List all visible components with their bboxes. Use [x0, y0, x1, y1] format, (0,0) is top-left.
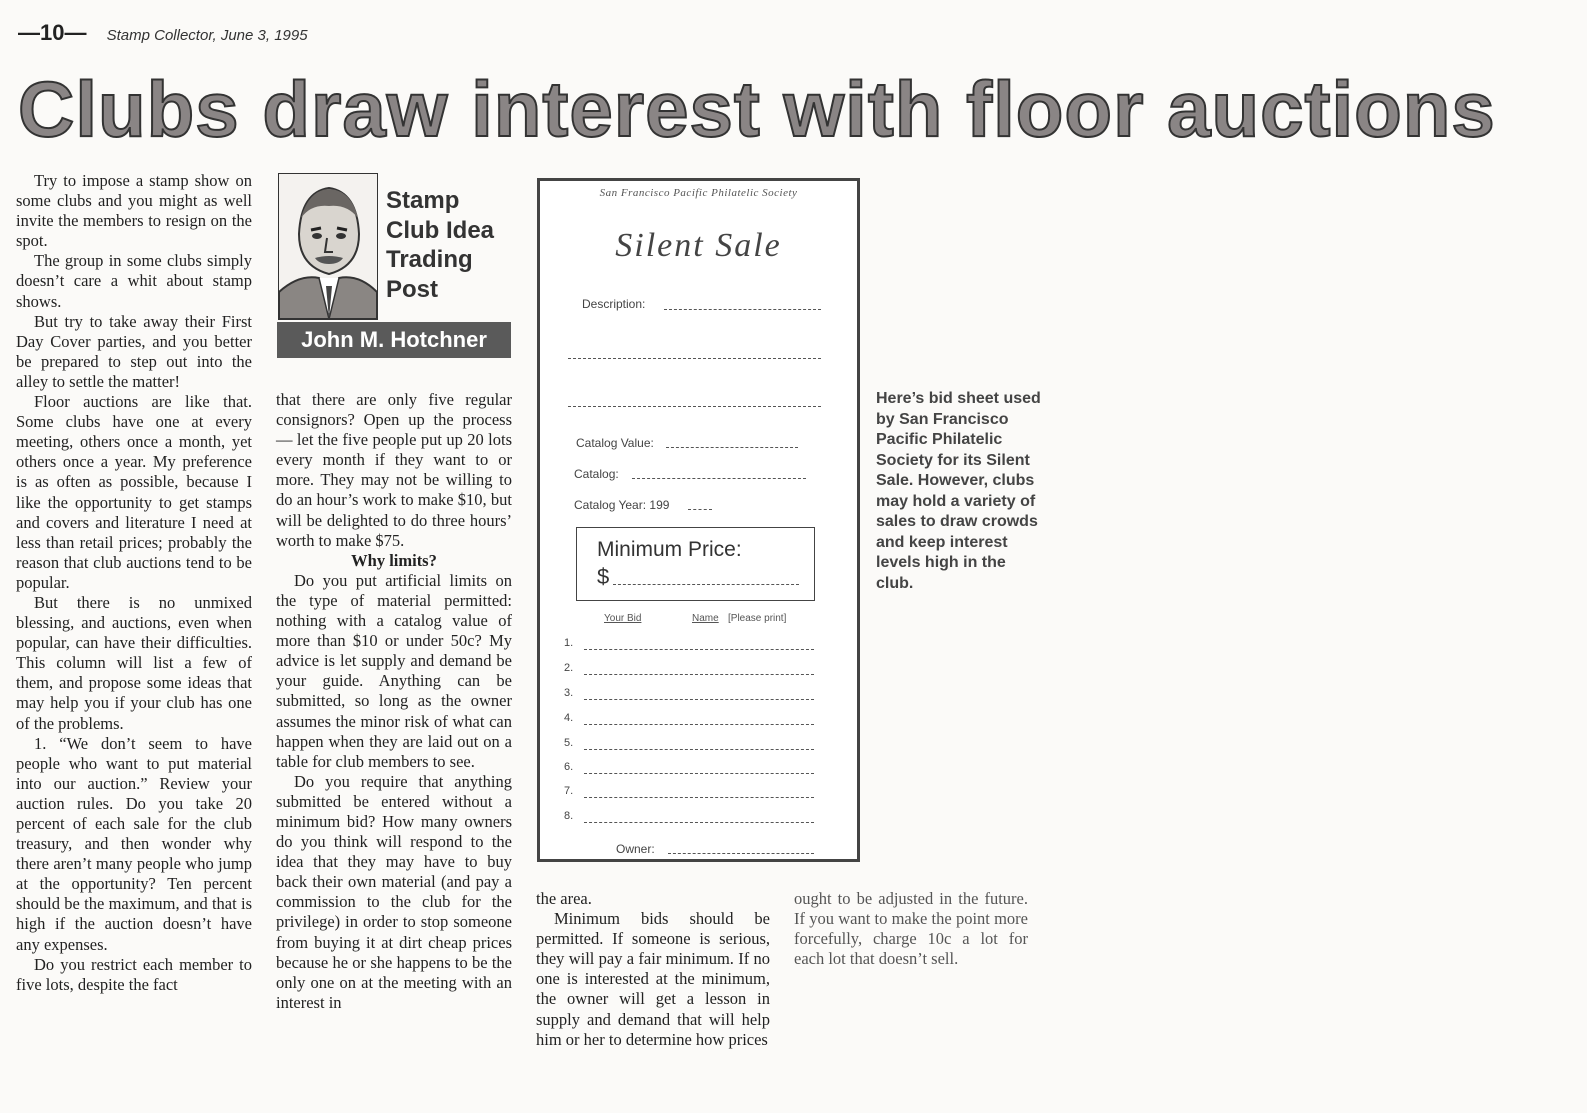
bid-row-line	[584, 749, 814, 750]
headline: Clubs draw interest with floor auctions	[18, 65, 1496, 153]
subhead: Why limits?	[351, 550, 437, 570]
catalog-value-line	[666, 447, 798, 448]
catalog-year-line	[688, 509, 712, 510]
description-line	[568, 358, 821, 359]
paragraph: But there is no unmixed blessing, and auctions, even when popular, can have their difficulties. This column will list a few of them, and propose some ideas that may help you if your club has one of the problems.	[16, 592, 252, 733]
publication-dateline: Stamp Collector, June 3, 1995	[106, 27, 308, 44]
minimum-price-line	[613, 584, 799, 585]
your-bid-header: Your Bid	[604, 613, 642, 624]
catalog-value-label: Catalog Value:	[576, 436, 654, 450]
paragraph: 1. “We don’t seem to have people who want to put material into our auction.” Review your auction rules. Do you take 20 percent of each sale for the club treasury, and then wonder why there aren’t many people who jump at the opportunity? Ten percent should be the maximum, and that is high if the auction doesn’t have any expenses.	[16, 733, 252, 954]
bid-row-line	[584, 724, 814, 725]
article-column-3	[536, 889, 770, 1050]
please-print-note: [Please print]	[728, 613, 787, 624]
paragraph: Do you restrict each member to five lots, despite the fact	[16, 954, 252, 994]
bid-row-number: 7.	[564, 785, 574, 797]
bid-row-line	[584, 822, 814, 823]
column-title-line: Stamp	[386, 187, 460, 214]
catalog-year-label: Catalog Year: 199	[574, 498, 670, 512]
article-column-2	[276, 390, 512, 1013]
bid-sheet-title: Silent Sale	[615, 227, 782, 264]
paragraph: ought to be adjusted in the future. If you want to make the point more forcefully, charge 10c a lot for each lot that doesn’t sell.	[794, 889, 1028, 969]
author-portrait	[278, 173, 378, 320]
bid-row-line	[584, 773, 814, 774]
column-title-line: Post	[386, 275, 439, 303]
bid-row-line	[584, 699, 814, 700]
owner-line	[668, 853, 814, 854]
paragraph: that there are only five regular consignors? Open up the process — let the five people put up 20 lots every month if they want to or more. They may not be willing to do an hour’s work to make $10, but will be delighted to do three hours’ worth to make $75.	[276, 390, 512, 550]
minimum-price-label: Minimum Price:	[597, 538, 742, 561]
column-title-line: Club Idea	[386, 216, 495, 244]
silent-sale-bid-sheet	[537, 178, 860, 862]
description-label: Description:	[582, 297, 646, 311]
page-number: —10—	[18, 20, 87, 45]
bid-row-line	[584, 674, 814, 675]
article-column-4	[794, 889, 1028, 969]
paragraph: Minimum bids should be permitted. If someone is serious, they will pay a fair minimum. If no one is interested at the minimum, the owner will get a lesson in supply and demand that will help him or her to determine how prices	[536, 909, 770, 1049]
author-byline: John M. Hotchner	[277, 322, 511, 358]
owner-label: Owner:	[616, 842, 655, 856]
portrait-image	[279, 174, 377, 319]
paragraph: Do you put artificial limits on the type of material permitted: nothing with a catalog value of more than $10 or under 50c? My advice is let supply and demand be your guide. Anything can be submitted, so long as the owner assumes the minor risk of what can happen when they are laid out on a table for club members to see.	[276, 570, 512, 771]
paragraph: Floor auctions are like that. Some clubs have one at every meeting, others once a month, yet others once a year. My preference is as often as possible, because I like the opportunity to get stamps and covers and literature I need at less than retail prices; probably the reason that club auctions tend to be popular.	[16, 392, 252, 592]
page-folio	[18, 20, 308, 46]
bid-row-number: 4.	[564, 712, 574, 724]
column-title	[386, 186, 494, 304]
society-name: San Francisco Pacific Philatelic Society	[599, 187, 798, 199]
bid-row-line	[584, 797, 814, 798]
paragraph: Try to impose a stamp show on some clubs and you might as well invite the members to resign on the spot.	[16, 171, 252, 251]
paragraph: But try to take away their First Day Cover parties, and you better be prepared to step out into the alley to settle the matter!	[16, 311, 252, 391]
bid-row-number: 5.	[564, 737, 574, 749]
bid-row-number: 2.	[564, 662, 574, 674]
bid-row-number: 6.	[564, 761, 574, 773]
paragraph: the area.	[536, 889, 592, 908]
name-header: Name	[692, 613, 719, 624]
bid-row-line	[584, 649, 814, 650]
catalog-line	[632, 478, 806, 479]
description-line	[568, 406, 821, 407]
catalog-label: Catalog:	[574, 467, 619, 481]
paragraph: Do you require that anything submitted be entered without a minimum bid? How many owners do you think will respond to the idea that they may have to buy back their own material (and pay a commission to the club for the privilege) in order to stop someone from buying it at dirt cheap prices because he or she happens to be the only one on at the meeting with an interest in	[276, 771, 512, 1012]
paragraph: The group in some clubs simply doesn’t care a whit about stamp shows.	[16, 251, 252, 311]
dollar-sign: $	[597, 564, 610, 589]
article-column-1	[16, 171, 252, 995]
bid-row-number: 1.	[564, 637, 574, 649]
bid-row-number: 3.	[564, 687, 574, 699]
bid-row-number: 8.	[564, 810, 574, 822]
minimum-price-box	[576, 527, 815, 601]
figure-caption: Here’s bid sheet used by San Francisco Pacific Philatelic Society for its Silent Sale. However, clubs may hold a variety of sales to draw crowds and keep interest levels high in the club.	[876, 390, 1041, 592]
description-line	[664, 309, 821, 310]
column-title-line: Trading	[386, 246, 473, 273]
